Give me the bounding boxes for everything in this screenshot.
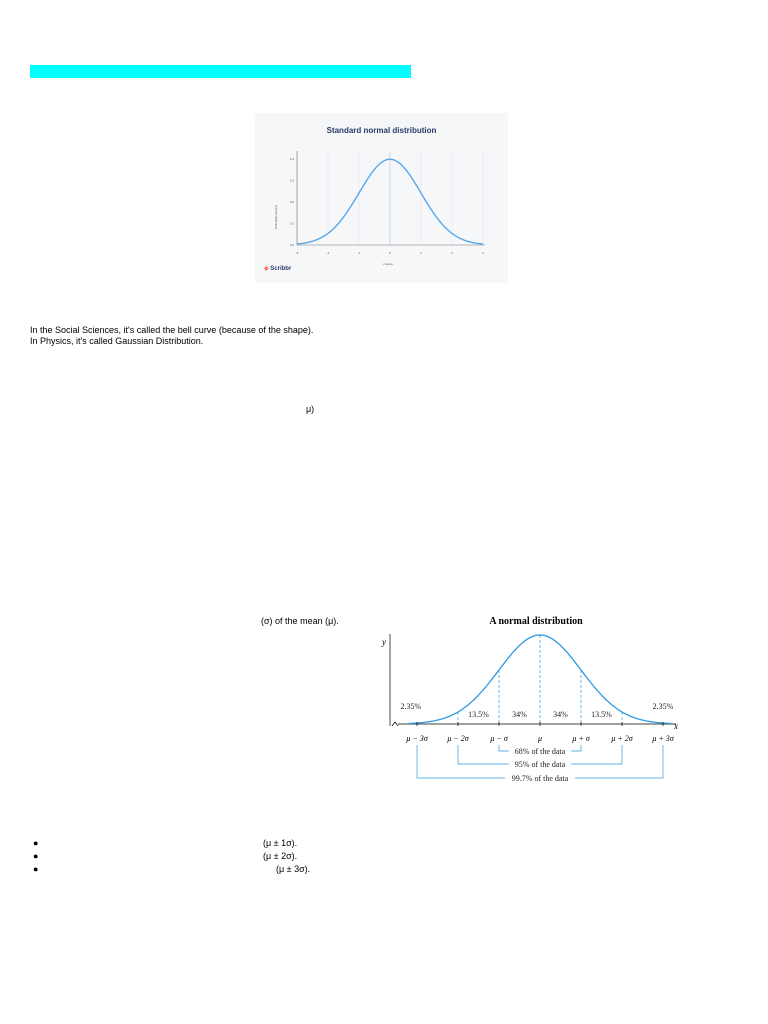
bracket-line — [499, 745, 509, 751]
y-axis-label: y — [382, 637, 386, 647]
x-tick-label: 1 — [420, 251, 422, 255]
text-line-physics: In Physics, it's called Gaussian Distribution. — [30, 336, 204, 346]
list-item: (μ ± 1σ). — [263, 838, 298, 848]
figure1-title: Standard normal distribution — [326, 126, 437, 135]
x-tick-label: 0 — [389, 251, 391, 255]
x-tick-label: 3 — [482, 251, 484, 255]
y-tick-label: 0.1 — [289, 221, 294, 226]
bracket-label: 95% of the data — [514, 760, 566, 769]
x-tick-label: -3 — [295, 251, 299, 255]
segment-percent-label: 13.5% — [468, 710, 489, 719]
x-tick-label: -2 — [326, 251, 330, 255]
x-axis-label: x — [674, 721, 678, 731]
figure1-chart — [255, 113, 508, 283]
y-tick-label: 0.0 — [289, 243, 294, 247]
bullet-dot: ● — [33, 851, 39, 861]
list-item: (μ ± 3σ). — [276, 864, 311, 874]
bracket-line — [571, 745, 622, 764]
bracket-line — [571, 745, 581, 751]
x-tick-label: -1 — [357, 251, 361, 255]
x-tick-label: μ − 3σ — [406, 734, 428, 743]
text-fragment-sigma: (σ) of the mean (μ). — [261, 616, 339, 626]
axis-break — [392, 722, 398, 726]
figure2-title: A normal distribution — [489, 616, 583, 627]
highlighted-heading-bar — [30, 65, 411, 78]
x-tick-label: μ — [537, 734, 543, 743]
segment-percent-label: 2.35% — [652, 702, 674, 711]
bracket-line — [575, 745, 663, 778]
normal-distribution-figure — [368, 612, 688, 792]
segment-percent-label: 34% — [553, 710, 568, 719]
segment-percent-label: 2.35% — [400, 702, 422, 711]
figure1-xlabel: z-score — [383, 262, 393, 266]
segment-percent-label: 13.5% — [591, 710, 612, 719]
bracket-line — [417, 745, 505, 778]
segment-percent-label: 34% — [512, 710, 527, 719]
x-tick-label: μ + 2σ — [611, 734, 633, 743]
x-tick-label: μ + σ — [572, 734, 590, 743]
text-line-social-sciences: In the Social Sciences, it's called the bell curve (because of the shape). — [30, 325, 314, 335]
bullet-dot: ● — [33, 838, 39, 848]
figure2-chart — [368, 612, 688, 792]
y-tick-label: 0.3 — [289, 178, 294, 183]
text-fragment-mu: μ) — [306, 404, 315, 414]
bracket-label: 68% of the data — [514, 747, 566, 756]
list-item: (μ ± 2σ). — [263, 851, 298, 861]
x-tick-label: μ + 3σ — [652, 734, 674, 743]
x-tick-label: 2 — [451, 251, 453, 255]
y-tick-label: 0.2 — [289, 200, 294, 204]
bullet-dot: ● — [33, 864, 39, 874]
bracket-label: 99.7% of the data — [511, 774, 569, 783]
scribbr-logo: ◈ Scribbr — [264, 266, 292, 272]
scribbr-logo-icon: ◈ — [264, 266, 269, 272]
x-tick-label: μ − 2σ — [447, 734, 469, 743]
standard-normal-figure — [255, 113, 508, 283]
x-tick-label: μ − σ — [490, 734, 508, 743]
figure1-ylabel: Probability density — [274, 204, 278, 230]
bracket-line — [458, 745, 509, 764]
y-tick-label: 0.4 — [289, 157, 294, 161]
